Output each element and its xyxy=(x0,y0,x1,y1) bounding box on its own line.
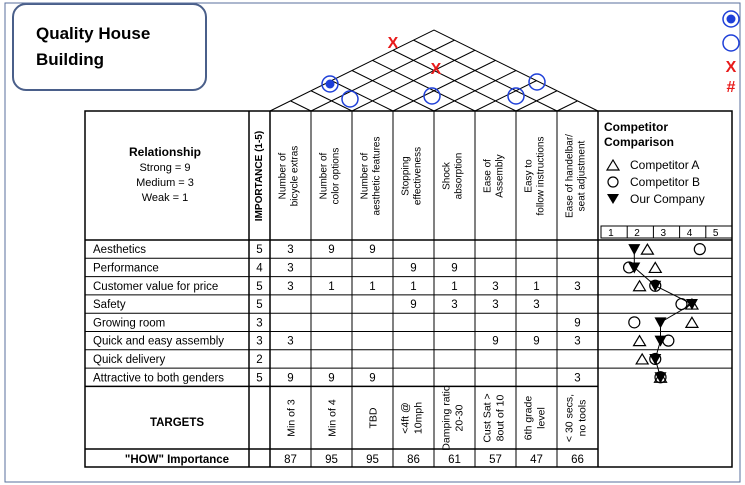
negative-correlation-icon: X xyxy=(387,35,399,52)
relationship-value: 3 xyxy=(574,280,581,293)
competitor-a-label: Competitor A xyxy=(630,158,700,172)
strong-relationship-icon-dot xyxy=(326,80,335,89)
target-value: Cust Sat > xyxy=(481,393,494,443)
target-value: 8out of 10 xyxy=(494,394,507,442)
target-value: Damping ratio xyxy=(440,385,453,451)
negative-correlation-icon: X xyxy=(725,59,737,76)
how-importance-value: 66 xyxy=(571,454,584,466)
target-value: Min of 3 xyxy=(285,399,298,437)
relationship-value: 1 xyxy=(410,280,417,293)
relationship-value: 9 xyxy=(287,372,294,385)
importance-value: 5 xyxy=(256,280,263,293)
target-value: 6th grade xyxy=(522,395,535,441)
relationship-strong: Strong = 9 xyxy=(139,162,191,174)
how-importance-label: "HOW" Importance xyxy=(124,454,230,466)
what-label: Attractive to both genders xyxy=(93,372,225,385)
relationship-value: 9 xyxy=(492,335,499,348)
importance-value: 3 xyxy=(256,317,263,330)
strong-relationship-icon-dot xyxy=(727,15,736,24)
competitor-a-marker xyxy=(636,354,648,364)
what-label: Quick delivery xyxy=(93,353,166,366)
scale-label: 1 xyxy=(608,228,614,239)
how-header: Ease of handelbar/ xyxy=(564,134,576,218)
competitor-b-icon xyxy=(608,177,618,187)
medium-relationship-icon xyxy=(723,35,739,51)
competitor-a-marker xyxy=(686,317,698,327)
how-header: Ease of xyxy=(482,159,494,193)
how-header: absorption xyxy=(453,152,465,200)
how-importance-value: 61 xyxy=(448,454,461,466)
target-value: Min of 4 xyxy=(326,399,339,437)
roof-gridline xyxy=(557,101,578,111)
target-value: no tools xyxy=(576,399,589,437)
target-value: <4ft @ xyxy=(399,402,412,434)
how-importance-value: 87 xyxy=(284,454,297,466)
relationship-value: 1 xyxy=(533,280,540,293)
roof-gridline xyxy=(291,101,312,111)
how-header: follow instructions xyxy=(535,136,547,216)
relationship-value: 9 xyxy=(328,244,335,257)
how-header: effectiveness xyxy=(412,146,424,206)
roof-gridline xyxy=(373,60,476,111)
relationship-value: 9 xyxy=(328,372,335,385)
medium-relationship-icon xyxy=(529,74,545,90)
targets-label: TARGETS xyxy=(149,417,205,429)
relationship-value: 1 xyxy=(451,280,458,293)
what-label: Quick and easy assembly xyxy=(93,335,225,348)
competitor-a-marker xyxy=(649,262,661,272)
medium-relationship-icon xyxy=(424,88,440,104)
competitor-b-marker xyxy=(694,244,705,255)
relationship-medium: Medium = 3 xyxy=(136,177,194,189)
target-value: TBD xyxy=(367,407,380,429)
how-header: Easy to xyxy=(523,159,535,193)
hash-symbol: # xyxy=(726,79,736,96)
what-label: Aesthetics xyxy=(93,244,147,257)
importance-value: 5 xyxy=(256,372,263,385)
relationship-value: 3 xyxy=(451,299,458,312)
competitor-heading: Competitor xyxy=(604,120,668,134)
relationship-heading: Relationship xyxy=(128,145,202,159)
what-label: Growing room xyxy=(93,317,166,330)
scale-label: 2 xyxy=(634,228,640,239)
competitor-b-label: Competitor B xyxy=(630,175,701,189)
target-value: 20-30 xyxy=(453,404,466,432)
relationship-value: 3 xyxy=(287,335,294,348)
relationship-value: 1 xyxy=(369,280,376,293)
how-header: aesthetic features xyxy=(371,136,383,216)
relationship-value: 3 xyxy=(287,262,294,275)
relationship-value: 9 xyxy=(451,262,458,275)
relationship-value: 3 xyxy=(287,280,294,293)
importance-header: IMPORTANCE (1-5) xyxy=(254,130,265,222)
competitor-a-marker xyxy=(634,336,646,346)
our-company-label: Our Company xyxy=(630,192,705,206)
how-header: Number of xyxy=(277,152,289,200)
relationship-value: 9 xyxy=(533,335,540,348)
roof-gridline xyxy=(393,60,496,111)
relationship-value: 3 xyxy=(492,299,499,312)
how-header: Stopping xyxy=(400,156,412,196)
importance-value: 5 xyxy=(256,244,263,257)
relationship-value: 9 xyxy=(574,317,581,330)
scale-label: 4 xyxy=(686,228,693,239)
how-header: Number of xyxy=(359,152,371,200)
target-value: level xyxy=(535,407,548,429)
scale-label: 3 xyxy=(660,228,667,239)
how-header: Number of xyxy=(318,152,330,200)
diagram-title: Quality House Building xyxy=(36,24,151,69)
how-importance-value: 57 xyxy=(489,454,502,466)
relationship-value: 3 xyxy=(574,335,581,348)
competitor-a-icon xyxy=(607,160,619,170)
competitor-a-marker xyxy=(641,244,653,254)
importance-value: 4 xyxy=(256,262,263,275)
target-value: < 30 secs, xyxy=(563,393,576,443)
relationship-value: 9 xyxy=(369,372,376,385)
our-company-icon xyxy=(607,194,619,204)
what-label: Customer value for price xyxy=(93,280,219,293)
target-value: 10mph xyxy=(412,401,425,435)
competitor-heading: Comparison xyxy=(604,135,675,149)
relationship-value: 9 xyxy=(369,244,376,257)
what-label: Performance xyxy=(93,262,159,275)
relationship-value: 1 xyxy=(328,280,335,293)
importance-value: 3 xyxy=(256,335,263,348)
medium-relationship-icon xyxy=(342,91,358,107)
how-header: seat adjustment xyxy=(576,140,588,212)
importance-value: 5 xyxy=(256,299,263,312)
scale-label: 5 xyxy=(712,228,719,239)
how-header: Shock xyxy=(441,162,453,190)
relationship-value: 9 xyxy=(410,262,417,275)
how-importance-value: 47 xyxy=(530,454,543,466)
how-header: color options xyxy=(330,147,342,205)
how-header: bicycle extras xyxy=(289,145,301,207)
importance-value: 2 xyxy=(256,353,263,366)
negative-correlation-icon: X xyxy=(430,61,442,78)
what-label: Safety xyxy=(93,299,126,312)
relationship-value: 3 xyxy=(574,372,581,385)
competitor-a-marker xyxy=(634,281,646,291)
how-header: Assembly xyxy=(494,154,506,198)
how-importance-value: 95 xyxy=(366,454,379,466)
how-importance-value: 86 xyxy=(407,454,420,466)
relationship-value: 3 xyxy=(492,280,499,293)
how-importance-value: 95 xyxy=(325,454,338,466)
competitor-b-marker xyxy=(629,317,640,328)
relationship-weak: Weak = 1 xyxy=(141,192,189,204)
relationship-value: 3 xyxy=(287,244,294,257)
relationship-value: 9 xyxy=(410,299,417,312)
relationship-value: 3 xyxy=(533,299,540,312)
